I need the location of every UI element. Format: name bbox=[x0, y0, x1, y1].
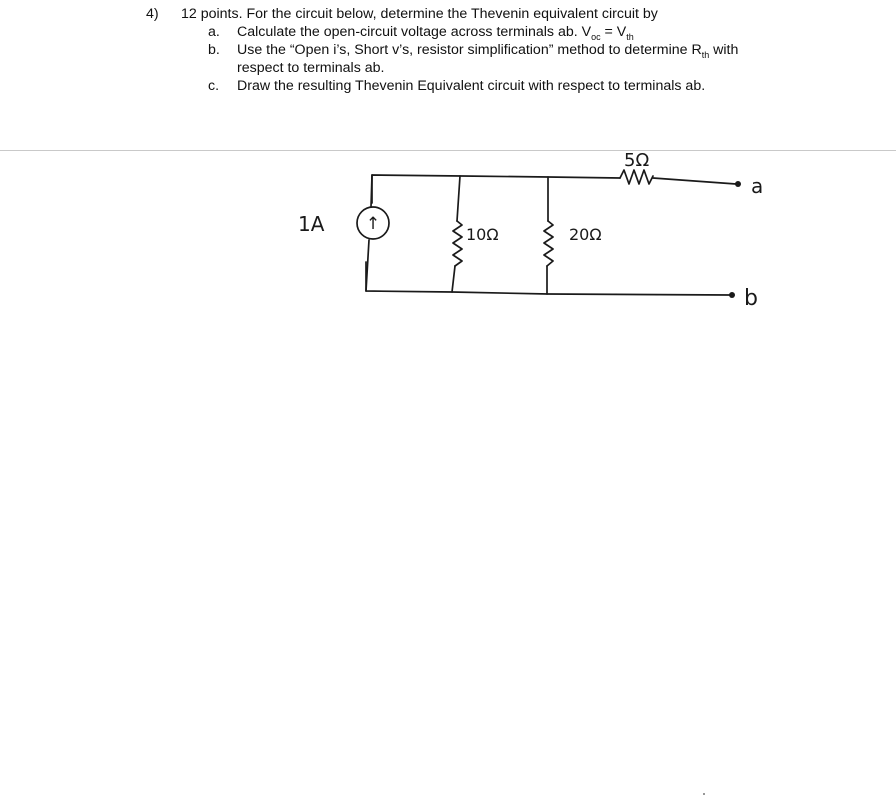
r2-label: 20Ω bbox=[569, 225, 602, 244]
terminal-b-dot bbox=[729, 292, 735, 298]
bottom-wire bbox=[366, 262, 730, 295]
part-a-sub-th: th bbox=[626, 31, 634, 42]
r1-label: 10Ω bbox=[466, 225, 499, 244]
part-a-text-before: Calculate the open-circuit voltage across terminals ab. V bbox=[237, 24, 592, 40]
r3-label: 5Ω bbox=[624, 150, 650, 171]
problem-number: 4) bbox=[146, 6, 159, 22]
resistor-10-ohm bbox=[453, 221, 462, 266]
part-a-text-mid: = V bbox=[600, 24, 627, 40]
terminal-a-dot bbox=[735, 181, 741, 187]
part-a-marker: a. bbox=[208, 24, 220, 40]
part-c-text: Draw the resulting Thevenin Equivalent circuit with respect to terminals ab. bbox=[237, 78, 706, 94]
part-b-sub-th: th bbox=[701, 49, 710, 60]
r1-lead-top bbox=[457, 176, 460, 221]
top-wire bbox=[372, 175, 620, 203]
resistor-5-ohm bbox=[620, 170, 653, 184]
part-b-marker: b. bbox=[208, 42, 220, 58]
part-b-text-before: Use the “Open i’s, Short v’s, resistor simplification” method to determine R bbox=[237, 42, 702, 58]
source-arrow-icon: ↑ bbox=[365, 214, 381, 234]
source-lead-top bbox=[371, 175, 372, 207]
part-b-text-line2: respect to terminals ab. bbox=[237, 60, 385, 76]
terminal-a-wire bbox=[653, 178, 736, 184]
scan-speck bbox=[703, 793, 705, 795]
resistor-20-ohm bbox=[544, 221, 553, 266]
part-c-marker: c. bbox=[208, 78, 220, 94]
terminal-b-label: b bbox=[744, 286, 758, 311]
problem-stem: 12 points. For the circuit below, determine the Thevenin equivalent circuit by bbox=[181, 6, 658, 22]
part-b-text-after: with bbox=[709, 42, 739, 58]
part-a-sub-oc: oc bbox=[591, 31, 601, 42]
source-label: 1A bbox=[298, 212, 325, 236]
r1-lead-bottom bbox=[452, 266, 455, 292]
terminal-a-label: a bbox=[751, 174, 764, 198]
